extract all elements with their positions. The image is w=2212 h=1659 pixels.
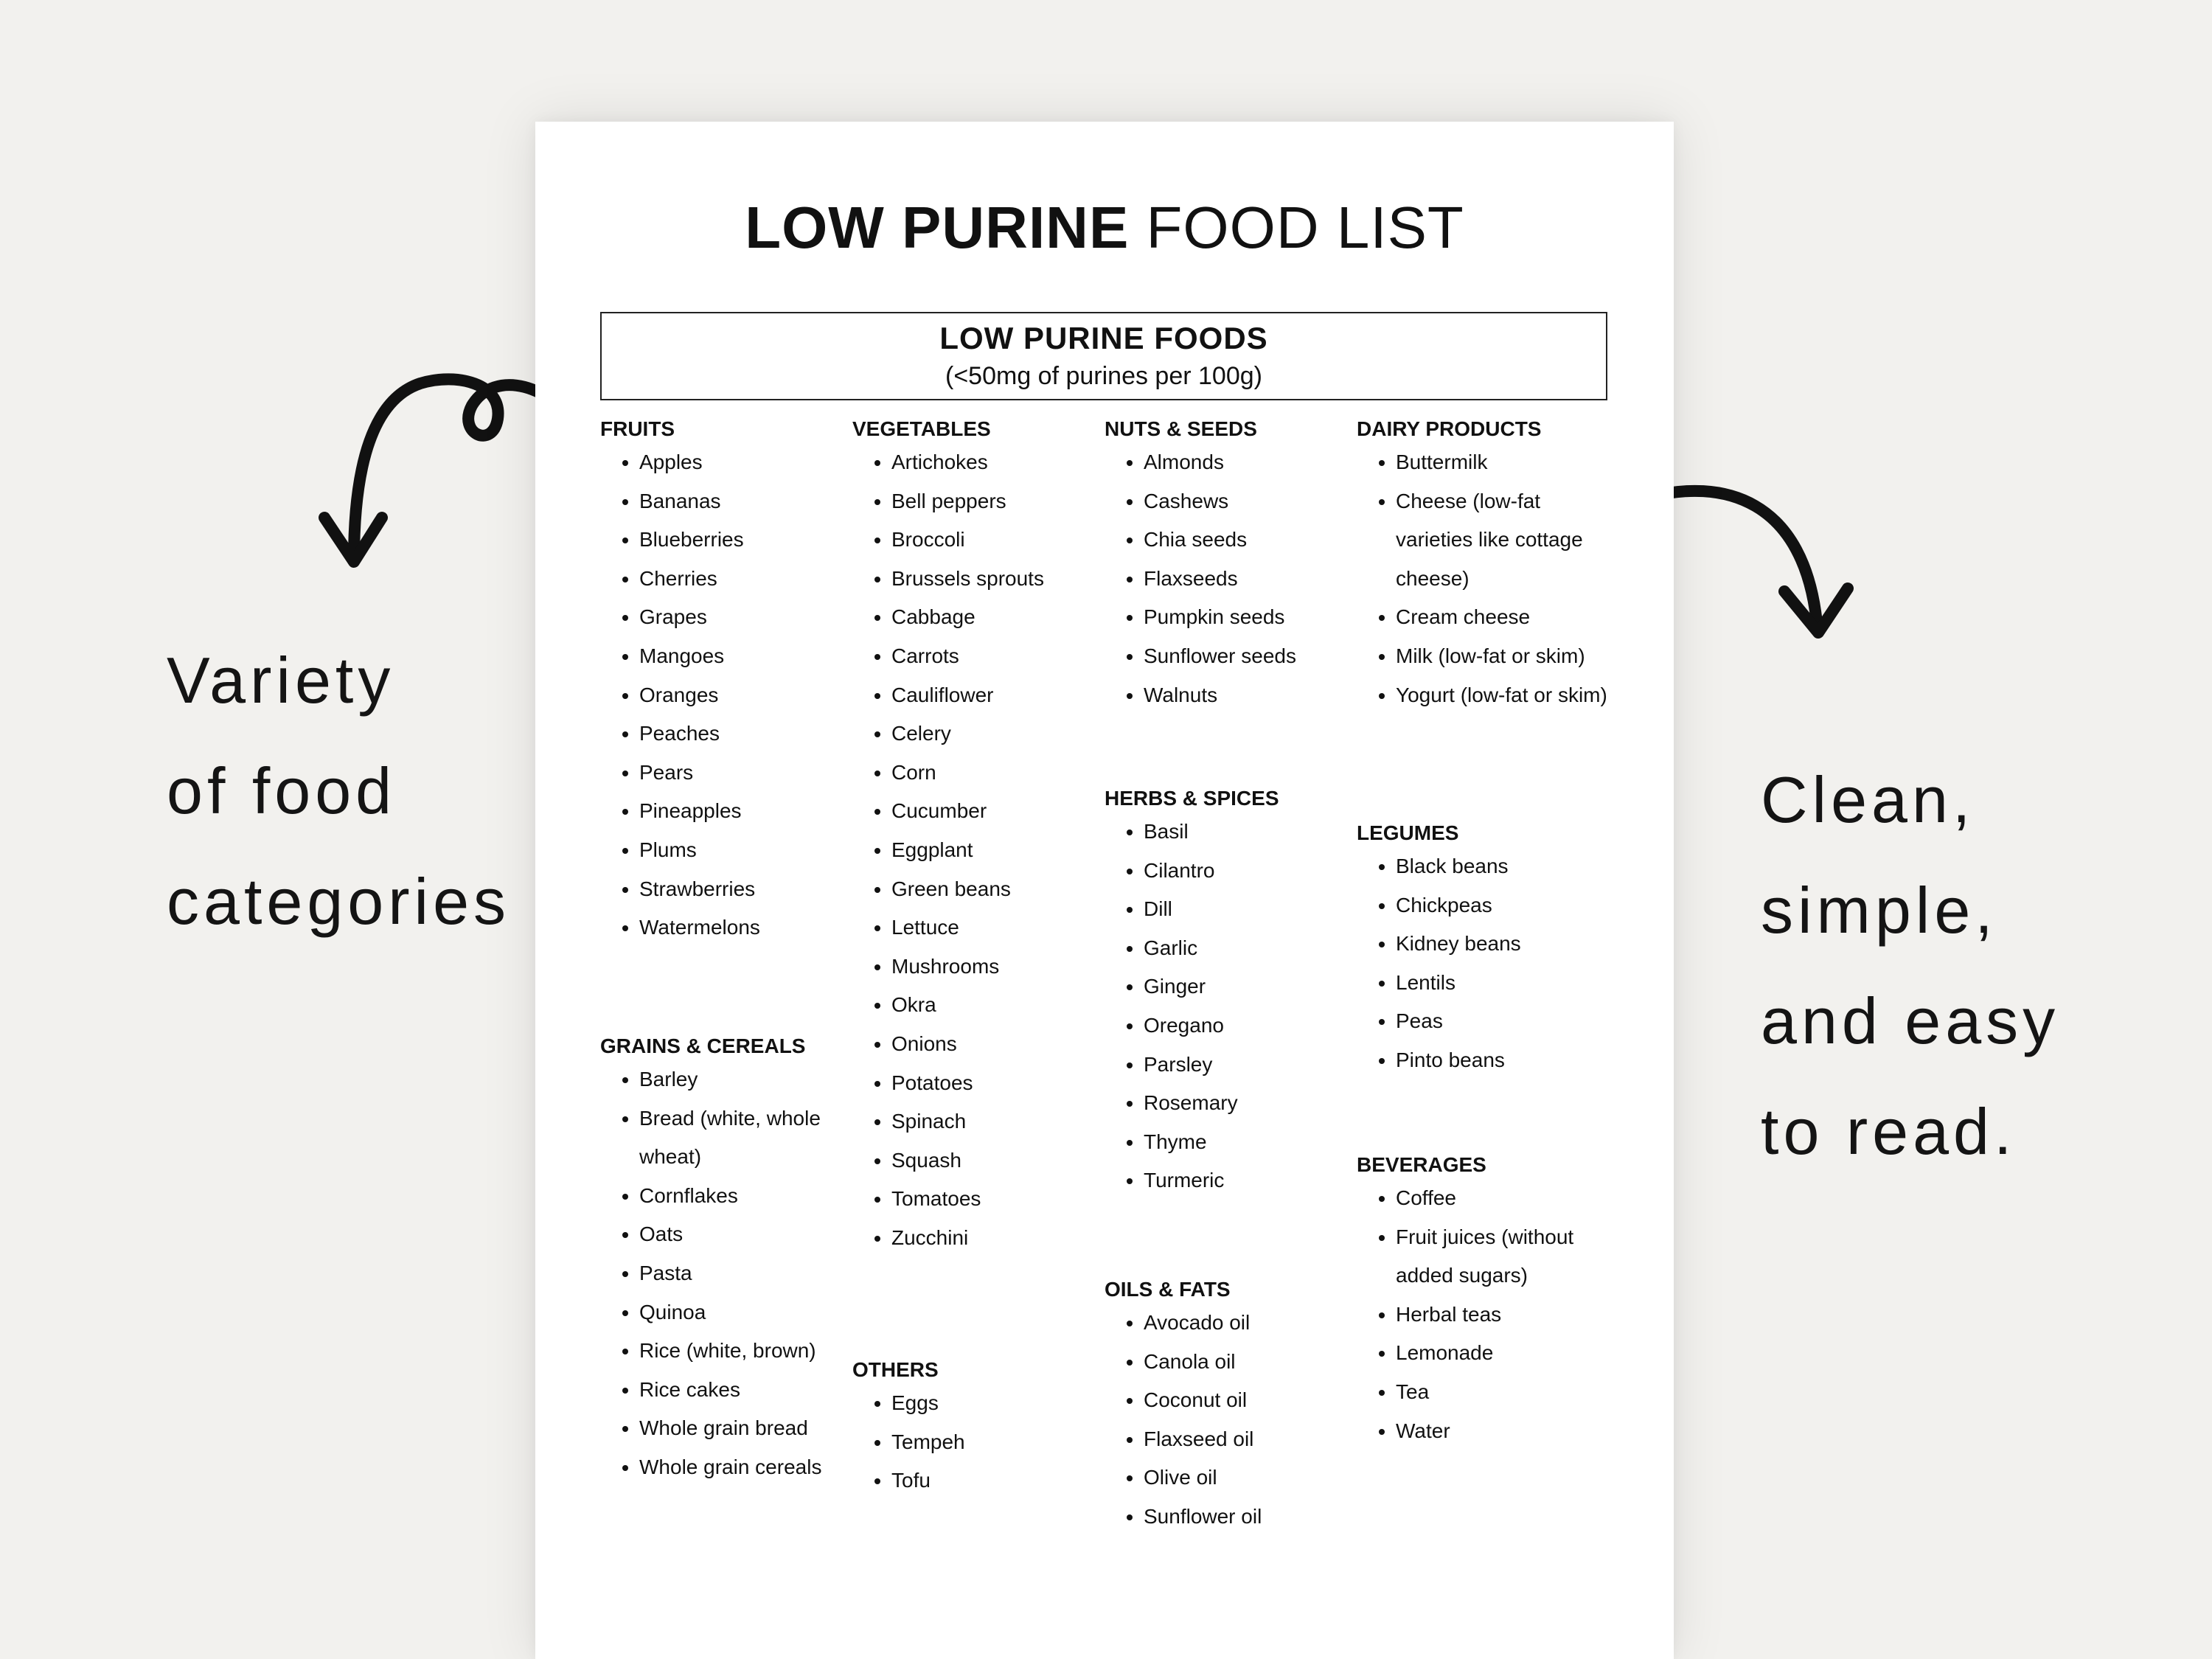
food-item: • Pineapples xyxy=(639,792,851,831)
food-item: • Flaxseeds xyxy=(1144,560,1355,599)
food-item: • Tofu xyxy=(891,1461,1103,1500)
food-item: • Walnuts xyxy=(1144,676,1355,715)
food-item: • Olive oil xyxy=(1144,1458,1355,1498)
food-item: • Milk (low-fat or skim) xyxy=(1396,637,1607,676)
food-item: • Cornflakes xyxy=(639,1177,851,1216)
food-item: • Eggplant xyxy=(891,831,1103,870)
food-item: • Tea xyxy=(1396,1373,1607,1412)
food-list xyxy=(1105,1304,1355,1537)
food-item: • Carrots xyxy=(891,637,1103,676)
food-item: • Brussels sprouts xyxy=(891,560,1103,599)
food-item: • Thyme xyxy=(1144,1123,1355,1162)
left-caption-line: categories xyxy=(167,865,511,938)
category-herbs-spices xyxy=(1105,785,1355,1200)
food-item: • Basil xyxy=(1144,813,1355,852)
food-item: • Coffee xyxy=(1396,1179,1607,1218)
food-item: • Watermelons xyxy=(639,908,851,947)
food-item: • Water xyxy=(1396,1412,1607,1451)
food-item: • Cheese (low-fat varieties like cottage cheese) xyxy=(1396,482,1607,599)
food-item: • Dill xyxy=(1144,890,1355,929)
category-oils-fats xyxy=(1105,1276,1355,1537)
food-item: • Black beans xyxy=(1396,847,1607,886)
food-item: • Garlic xyxy=(1144,929,1355,968)
food-item: • Bananas xyxy=(639,482,851,521)
title-light: FOOD LIST xyxy=(1146,195,1464,260)
category-dairy xyxy=(1357,415,1607,714)
food-item: • Eggs xyxy=(891,1384,1103,1423)
right-caption-line: Clean, xyxy=(1761,763,1975,836)
food-item: • Rice (white, brown) xyxy=(639,1332,851,1371)
category-title: LEGUMES xyxy=(1357,821,1459,844)
category-vegetables xyxy=(852,415,1103,1257)
food-item: • Pasta xyxy=(639,1254,851,1293)
food-item: • Avocado oil xyxy=(1144,1304,1355,1343)
header-box xyxy=(600,312,1607,400)
food-item: • Whole grain bread xyxy=(639,1409,851,1448)
food-item: • Chia seeds xyxy=(1144,521,1355,560)
food-list xyxy=(1357,443,1607,714)
food-item: • Spinach xyxy=(891,1102,1103,1141)
food-list xyxy=(852,1384,1103,1500)
category-title: FRUITS xyxy=(600,417,675,440)
food-item: • Lentils xyxy=(1396,964,1607,1003)
category-nuts-seeds xyxy=(1105,415,1355,714)
food-item: • Tempeh xyxy=(891,1423,1103,1462)
food-list xyxy=(852,443,1103,1257)
food-item: • Cherries xyxy=(639,560,851,599)
food-item: • Bread (white, whole wheat) xyxy=(639,1099,851,1177)
right-caption-line: and easy xyxy=(1761,984,2060,1057)
food-list xyxy=(600,443,851,947)
food-item: • Okra xyxy=(891,986,1103,1025)
food-item: • Pinto beans xyxy=(1396,1041,1607,1080)
food-item: • Barley xyxy=(639,1060,851,1099)
category-others xyxy=(852,1356,1103,1500)
food-item: • Cilantro xyxy=(1144,852,1355,891)
right-caption xyxy=(1761,745,2059,1187)
food-item: • Pears xyxy=(639,754,851,793)
food-item: • Corn xyxy=(891,754,1103,793)
category-title: GRAINS & CEREALS xyxy=(600,1034,806,1057)
food-item: • Cucumber xyxy=(891,792,1103,831)
category-beverages xyxy=(1357,1151,1607,1450)
food-item: • Blueberries xyxy=(639,521,851,560)
food-item: • Yogurt (low-fat or skim) xyxy=(1396,676,1607,715)
food-item: • Peaches xyxy=(639,714,851,754)
food-item: • Celery xyxy=(891,714,1103,754)
food-item: • Broccoli xyxy=(891,521,1103,560)
page-title xyxy=(535,194,1674,262)
food-item: • Lettuce xyxy=(891,908,1103,947)
food-item: • Apples xyxy=(639,443,851,482)
food-list xyxy=(1357,847,1607,1080)
document-sheet xyxy=(535,122,1674,1659)
food-item: • Cream cheese xyxy=(1396,598,1607,637)
category-title: DAIRY PRODUCTS xyxy=(1357,417,1542,440)
food-item: • Bell peppers xyxy=(891,482,1103,521)
food-item: • Cashews xyxy=(1144,482,1355,521)
category-title: OILS & FATS xyxy=(1105,1278,1231,1301)
category-title: BEVERAGES xyxy=(1357,1153,1486,1176)
header-box-title: LOW PURINE FOODS xyxy=(939,321,1268,355)
category-title: OTHERS xyxy=(852,1358,939,1381)
food-item: • Mushrooms xyxy=(891,947,1103,987)
food-item: • Almonds xyxy=(1144,443,1355,482)
title-bold: LOW PURINE xyxy=(745,195,1130,260)
food-item: • Artichokes xyxy=(891,443,1103,482)
right-caption-line: to read. xyxy=(1761,1095,2017,1168)
food-item: • Herbal teas xyxy=(1396,1295,1607,1335)
food-item: • Cauliflower xyxy=(891,676,1103,715)
category-title: VEGETABLES xyxy=(852,417,991,440)
food-item: • Oats xyxy=(639,1215,851,1254)
food-item: • Kidney beans xyxy=(1396,925,1607,964)
category-fruits xyxy=(600,415,851,947)
food-item: • Squash xyxy=(891,1141,1103,1180)
food-item: • Rosemary xyxy=(1144,1084,1355,1123)
food-list xyxy=(1105,813,1355,1200)
food-item: • Chickpeas xyxy=(1396,886,1607,925)
category-title: HERBS & SPICES xyxy=(1105,787,1279,810)
food-item: • Canola oil xyxy=(1144,1343,1355,1382)
header-box-subtitle: (<50mg of purines per 100g) xyxy=(945,362,1262,390)
food-item: • Oranges xyxy=(639,676,851,715)
food-item: • Coconut oil xyxy=(1144,1381,1355,1420)
food-item: • Fruit juices (without added sugars) xyxy=(1396,1218,1607,1295)
food-item: • Grapes xyxy=(639,598,851,637)
food-item: • Tomatoes xyxy=(891,1180,1103,1219)
left-caption-line: Variety xyxy=(167,644,395,717)
food-item: • Pumpkin seeds xyxy=(1144,598,1355,637)
food-item: • Flaxseed oil xyxy=(1144,1420,1355,1459)
food-item: • Strawberries xyxy=(639,870,851,909)
food-item: • Turmeric xyxy=(1144,1161,1355,1200)
food-item: • Ginger xyxy=(1144,967,1355,1006)
category-title: NUTS & SEEDS xyxy=(1105,417,1257,440)
food-item: • Oregano xyxy=(1144,1006,1355,1046)
food-item: • Sunflower seeds xyxy=(1144,637,1355,676)
category-grains xyxy=(600,1032,851,1487)
category-legumes xyxy=(1357,819,1607,1080)
food-item: • Onions xyxy=(891,1025,1103,1064)
food-list xyxy=(1357,1179,1607,1450)
left-caption xyxy=(167,625,510,957)
food-item: • Potatoes xyxy=(891,1064,1103,1103)
food-item: • Mangoes xyxy=(639,637,851,676)
food-item: • Zucchini xyxy=(891,1219,1103,1258)
food-item: • Cabbage xyxy=(891,598,1103,637)
food-item: • Quinoa xyxy=(639,1293,851,1332)
food-item: • Plums xyxy=(639,831,851,870)
food-item: • Peas xyxy=(1396,1002,1607,1041)
food-item: • Sunflower oil xyxy=(1144,1498,1355,1537)
food-item: • Whole grain cereals xyxy=(639,1448,851,1487)
left-caption-line: of food xyxy=(167,754,397,827)
food-item: • Parsley xyxy=(1144,1046,1355,1085)
food-item: • Rice cakes xyxy=(639,1371,851,1410)
food-item: • Green beans xyxy=(891,870,1103,909)
food-item: • Lemonade xyxy=(1396,1334,1607,1373)
right-caption-line: simple, xyxy=(1761,874,1997,947)
food-list xyxy=(1105,443,1355,714)
food-list xyxy=(600,1060,851,1487)
food-item: • Buttermilk xyxy=(1396,443,1607,482)
